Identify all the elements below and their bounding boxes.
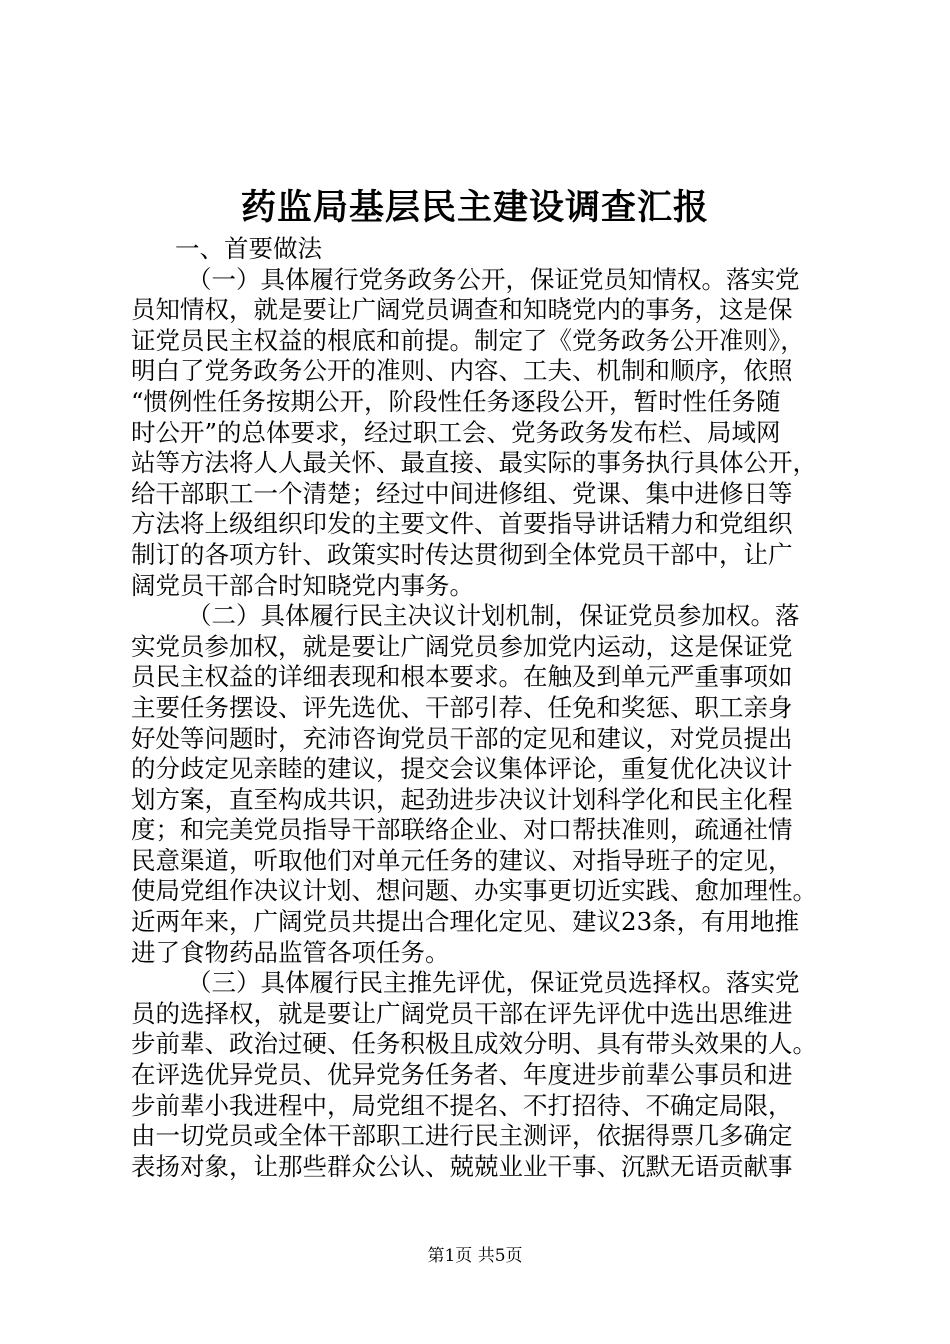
paragraph-line: 好处等问题时，充沛咨询党员干部的定见和建议，对党员提出 <box>131 723 793 753</box>
paragraph-line: 站等方法将人人最关怀、最直接、最实际的事务执行具体公开， <box>131 448 817 478</box>
paragraph-line: 制订的各项方针、政策实时传达贯彻到全体党员干部中，让广 <box>131 539 793 569</box>
paragraph-line: 方法将上级组织印发的主要文件、首要指导讲话精力和党组织 <box>131 509 793 539</box>
paragraph-line: 度；和完美党员指导干部联络企业、对口帮扶准则，疏通社情 <box>131 815 793 845</box>
paragraph-line: 近两年来，广阔党员共提出合理化定见、建议23条，有用地推 <box>131 907 800 937</box>
paragraph-line: 步前辈、政治过硬、任务积极且成效分明、具有带头效果的人。 <box>131 1029 817 1059</box>
paragraph-line: 主要任务摆设、评先选优、干部引荐、任免和奖惩、职工亲身 <box>131 692 793 722</box>
paragraph-line: 实党员参加权，就是要让广阔党员参加党内运动，这是保证党 <box>131 631 793 661</box>
paragraph-line: 划方案，直至构成共识，起劲进步决议计划科学化和民主化程 <box>131 784 793 814</box>
paragraph-line: 时公开”的总体要求，经过职工会、党务政务发布栏、局域网 <box>131 417 781 447</box>
section-heading: 一、首要做法 <box>175 234 322 263</box>
paragraph-line: 员民主权益的详细表现和根本要求。在触及到单元严重事项如 <box>131 662 793 692</box>
paragraph-line: 步前辈小我进程中，局党组不提名、不打招待、不确定局限， <box>131 1090 793 1120</box>
paragraph-line: “惯例性任务按期公开，阶段性任务逐段公开，暂时性任务随 <box>131 386 781 416</box>
paragraph-line: （二）具体履行民主决议计划机制，保证党员参加权。落 <box>187 601 800 631</box>
paragraph-line: 在评选优异党员、优异党务任务者、年度进步前辈公事员和进 <box>131 1060 793 1090</box>
paragraph-line: （一）具体履行党务政务公开，保证党员知情权。落实党 <box>187 264 800 294</box>
paragraph-line: 员知情权，就是要让广阔党员调查和知晓党内的事务，这是保 <box>131 295 793 325</box>
paragraph-line: 使局党组作决议计划、想问题、办实事更切近实践、愈加理性。 <box>131 876 817 906</box>
paragraph-line: 由一切党员或全体干部职工进行民主测评，依据得票几多确定 <box>131 1121 793 1151</box>
paragraph-line: 员的选择权，就是要让广阔党员干部在评先评优中选出思维进 <box>131 998 793 1028</box>
paragraph-line: 阔党员干部合时知晓党内事务。 <box>131 570 474 600</box>
paragraph-line: 的分歧定见亲睦的建议，提交会议集体评论，重复优化决议计 <box>131 754 793 784</box>
paragraph-line: 进了食物药品监管各项任务。 <box>131 937 450 967</box>
document-body <box>131 234 831 1182</box>
paragraph-line: 给干部职工一个清楚；经过中间进修组、党课、集中进修日等 <box>131 478 793 508</box>
page-footer: 第1页 共5页 <box>427 1246 523 1266</box>
document-title: 药监局基层民主建设调查汇报 <box>240 187 709 228</box>
paragraph-line: 证党员民主权益的根底和前提。制定了《党务政务公开准则》， <box>131 325 805 355</box>
paragraph-line: 明白了党务政务公开的准则、内容、工夫、机制和顺序，依照 <box>131 356 793 386</box>
paragraph-line: 表扬对象，让那些群众公认、兢兢业业干事、沉默无语贡献事 <box>131 1151 793 1181</box>
paragraph-line: （三）具体履行民主推先评优，保证党员选择权。落实党 <box>187 968 800 998</box>
paragraph-line: 民意渠道，听取他们对单元任务的建议、对指导班子的定见， <box>131 845 793 875</box>
